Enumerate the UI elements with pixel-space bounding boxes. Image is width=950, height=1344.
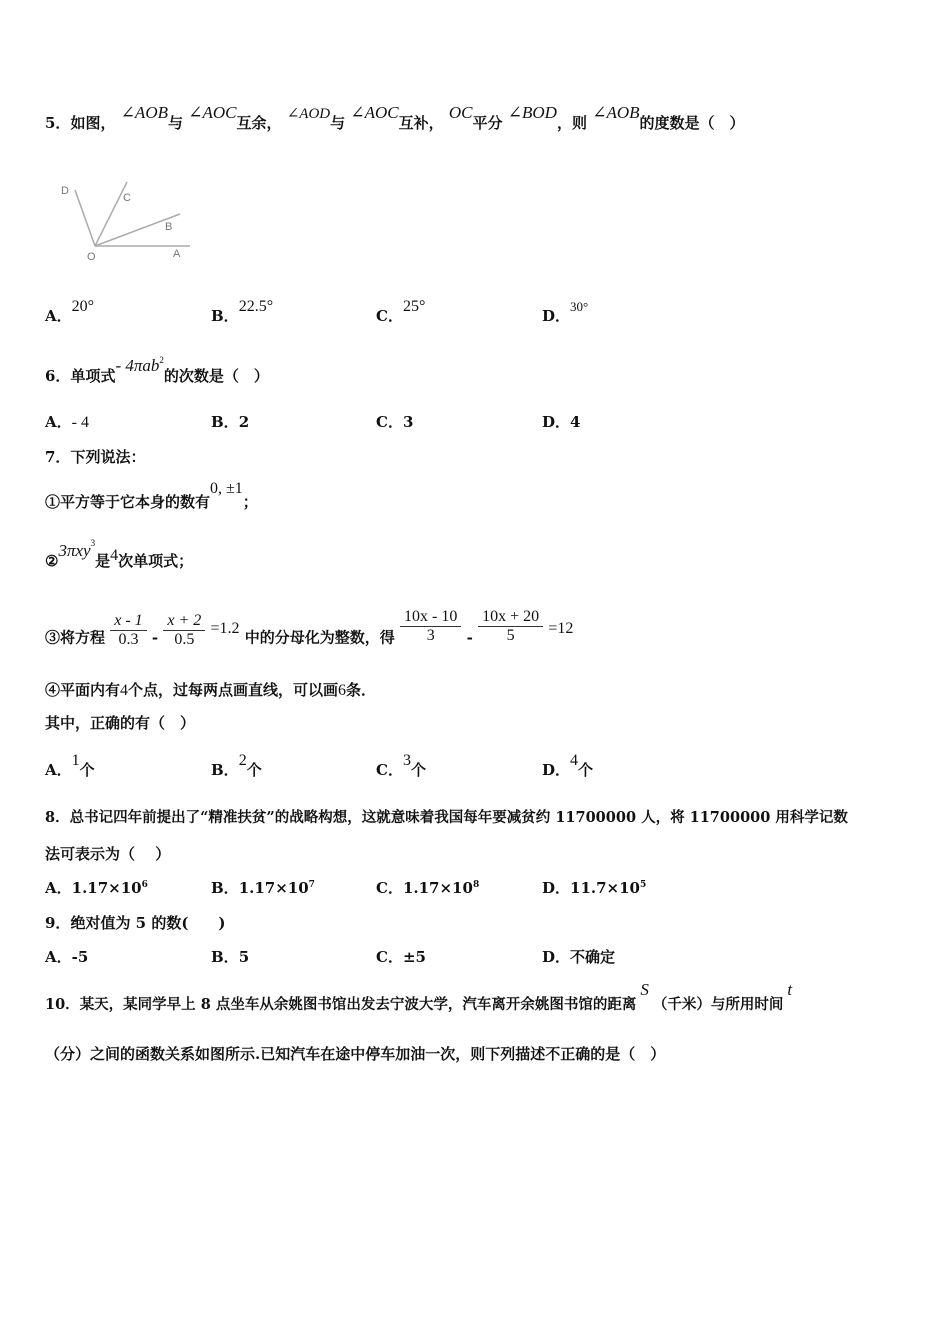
option-letter: D． xyxy=(542,413,571,431)
option-base: 11.7×10 xyxy=(570,879,640,897)
q7-statement-2 xyxy=(45,538,194,571)
option-letter: C． xyxy=(376,307,403,325)
option-letter: D． xyxy=(542,761,571,779)
q5-text-5: 互补， xyxy=(398,114,444,132)
q5-text-7: ，则 xyxy=(556,114,587,132)
option-letter: C． xyxy=(376,879,403,897)
minus-sign-1: - xyxy=(151,628,159,647)
s4-points: 4 xyxy=(120,682,129,699)
q5-stem xyxy=(45,103,745,133)
q5-angle-aoc-2: ∠AOC xyxy=(350,103,399,122)
s4-text-1: ④平面内有 xyxy=(45,681,121,699)
q5-angle-figure xyxy=(55,178,195,263)
q10-text-1: 某天，某同学早上 8 点坐车从余姚图书馆出发去宁波大学，汽车离开余姚图书馆的距离 xyxy=(79,996,637,1013)
q6-text-1: 单项式 xyxy=(70,367,116,385)
q5-text-3: 互余， xyxy=(236,114,282,132)
fraction-1 xyxy=(110,612,146,649)
option-unit: 个 xyxy=(578,761,594,779)
option-base: 1.17×10 xyxy=(238,879,309,897)
q7-question: 其中，正确的有（ ） xyxy=(45,714,196,732)
s2-exponent: 3 xyxy=(90,538,96,548)
option-base: 1.17×10 xyxy=(402,879,473,897)
q6-option-d[interactable] xyxy=(542,411,580,432)
option-value: -5 xyxy=(71,948,89,966)
option-letter: B． xyxy=(211,307,239,325)
q7-title-text: 下列说法： xyxy=(70,448,146,466)
option-exponent: 7 xyxy=(308,880,315,890)
fraction-3-denominator: 3 xyxy=(426,627,435,644)
s1-values: 0, ±1 xyxy=(210,480,243,497)
q5-angle-aob-2: ∠AOB xyxy=(592,103,640,122)
option-value: 4 xyxy=(570,413,581,431)
q9-option-b[interactable] xyxy=(211,946,249,967)
q9-stem xyxy=(45,912,226,933)
q10-stem-line-2: （分）之间的函数关系如图所示.已知汽车在途中停车加油一次，则下列描述不正确的是（ ） xyxy=(45,1045,666,1063)
q5-text-1: 如图， xyxy=(70,114,116,132)
s1-text: ①平方等于它本身的数有 xyxy=(45,493,211,511)
q9-option-a[interactable] xyxy=(45,946,88,967)
minus-sign-2: - xyxy=(466,628,473,647)
q9-option-d[interactable] xyxy=(542,946,615,967)
equals-2: =12 xyxy=(548,619,574,637)
s2-text-1: 是 xyxy=(95,552,111,570)
q8-number: 8． xyxy=(45,809,70,826)
option-letter: A． xyxy=(45,761,72,779)
q6-text-2: 的次数是（ ） xyxy=(163,367,269,385)
q6-exponent: 2 xyxy=(159,355,164,365)
label-d: D xyxy=(61,185,69,197)
fraction-4-denominator: 5 xyxy=(506,627,515,644)
s3-text-2: 中的分母化为整数，得 xyxy=(244,628,395,647)
q7-statement-1 xyxy=(45,480,258,512)
fraction-4-numerator: 10x + 20 xyxy=(478,608,543,627)
fraction-2-denominator: 0.5 xyxy=(174,631,195,648)
q6-option-c[interactable] xyxy=(376,411,413,432)
fraction-1-denominator: 0.3 xyxy=(118,631,139,648)
q8-stem-line-1 xyxy=(45,806,848,827)
q6-option-b[interactable] xyxy=(211,411,249,432)
option-letter: D． xyxy=(542,307,571,325)
s4-text-2: 个点，过每两点画直线，可以画 xyxy=(128,681,339,699)
fraction-4 xyxy=(478,608,543,645)
fraction-2-numerator: x + 2 xyxy=(163,612,205,631)
q8-stem-line-2: 法可表示为（ ） xyxy=(45,845,171,863)
q10-var-s: S xyxy=(640,980,649,999)
s2-monomial: 3πxy xyxy=(58,541,91,560)
q5-angle-bod: ∠BOD xyxy=(507,103,557,122)
s4-lines: 6 xyxy=(338,682,347,699)
q5-angle-aob: ∠AOB xyxy=(120,103,168,122)
option-letter: A． xyxy=(45,413,72,431)
q10-text-2: （千米）与所用时间 xyxy=(652,996,784,1013)
q5-option-b[interactable] xyxy=(211,298,274,326)
fraction-3-numerator: 10x - 10 xyxy=(400,608,461,627)
option-base: 1.17×10 xyxy=(71,879,142,897)
option-value: 1 xyxy=(71,752,80,769)
q6-option-a[interactable] xyxy=(45,411,89,432)
q6-monomial: - 4πab xyxy=(115,356,160,375)
label-b: B xyxy=(165,221,173,233)
option-letter: C． xyxy=(376,948,403,966)
option-letter: D． xyxy=(542,879,571,897)
option-value: 2 xyxy=(238,413,250,431)
option-letter: B． xyxy=(211,761,239,779)
q5-ray-oc: OC xyxy=(448,103,473,122)
option-value: 4 xyxy=(570,752,579,769)
q7-statement-4 xyxy=(45,679,376,700)
q7-option-d[interactable] xyxy=(542,752,594,780)
option-letter: B． xyxy=(211,413,239,431)
option-unit: 个 xyxy=(410,761,426,779)
option-letter: C． xyxy=(376,761,403,779)
q9-option-c[interactable] xyxy=(376,946,426,967)
q7-number: 7． xyxy=(45,448,71,466)
option-exponent: 8 xyxy=(472,880,480,890)
option-value: 3 xyxy=(402,752,411,769)
option-letter: B． xyxy=(211,879,239,897)
option-value: 30° xyxy=(570,299,589,314)
option-unit: 个 xyxy=(246,761,262,779)
option-unit: 个 xyxy=(79,761,95,779)
q8-option-a[interactable] xyxy=(45,877,148,898)
q8-option-c[interactable] xyxy=(376,877,479,898)
option-letter: B． xyxy=(211,948,239,966)
q9-number: 9． xyxy=(45,914,71,932)
q10-var-t: t xyxy=(787,980,793,999)
q6-number: 6． xyxy=(45,367,71,385)
ray-od xyxy=(75,190,95,246)
q5-text-4: 与 xyxy=(330,114,346,132)
option-exponent: 6 xyxy=(141,880,148,890)
q6-stem xyxy=(45,355,269,386)
q7-option-c[interactable] xyxy=(376,752,426,780)
q8-text: 总书记四年前提出了“精准扶贫”的战略构想，这就意味着我国每年要减贫约 11700000 人，将 11700000 用科学记数 xyxy=(69,809,848,826)
option-letter: D． xyxy=(542,948,571,966)
q5-text-8: 的度数是（ ） xyxy=(639,114,745,132)
option-value: 2 xyxy=(238,752,247,769)
s1-end: ； xyxy=(242,493,258,511)
option-value: 20° xyxy=(71,298,95,315)
option-value: 5 xyxy=(238,948,250,966)
label-o: O xyxy=(87,251,96,263)
q5-text-2: 与 xyxy=(167,114,183,132)
option-value: 25° xyxy=(402,298,426,315)
q9-text: 绝对值为 5 的数( ) xyxy=(70,914,226,932)
s2-text-2: 次单项式； xyxy=(118,552,194,570)
fraction-3 xyxy=(400,608,461,645)
s4-text-3: 条． xyxy=(346,681,377,699)
option-value: 22.5° xyxy=(238,298,274,315)
option-letter: A． xyxy=(45,879,72,897)
q7-option-a[interactable] xyxy=(45,752,95,780)
s2-marker: ② xyxy=(45,552,59,570)
q5-option-d[interactable] xyxy=(542,299,589,326)
option-letter: C． xyxy=(376,413,403,431)
q10-number: 10． xyxy=(45,996,80,1013)
q5-option-c[interactable] xyxy=(376,298,426,326)
option-value: - 4 xyxy=(71,414,89,431)
option-letter: A． xyxy=(45,307,72,325)
q7-statement-3 xyxy=(45,608,574,657)
option-exponent: 5 xyxy=(640,880,647,890)
q5-angle-aoc: ∠AOC xyxy=(188,103,237,122)
fraction-2 xyxy=(163,612,205,649)
q8-option-b[interactable] xyxy=(211,877,315,898)
q7-title xyxy=(45,446,145,467)
option-value: 3 xyxy=(402,413,414,431)
q10-stem-line-1 xyxy=(45,980,796,1014)
q5-number: 5． xyxy=(45,114,71,132)
option-letter: A． xyxy=(45,948,72,966)
s3-text-1: ③将方程 xyxy=(45,628,106,647)
s2-degree: 4 xyxy=(110,547,119,564)
option-value: 不确定 xyxy=(570,948,616,966)
equals-1: =1.2 xyxy=(210,619,240,637)
option-value: ±5 xyxy=(402,948,426,966)
q8-option-d[interactable] xyxy=(542,877,646,898)
q7-option-b[interactable] xyxy=(211,752,262,780)
label-c: C xyxy=(123,192,131,204)
q5-option-a[interactable] xyxy=(45,298,95,326)
q5-angle-aod: ∠AOD xyxy=(286,106,331,122)
fraction-1-numerator: x - 1 xyxy=(110,612,146,631)
q5-text-6: 平分 xyxy=(472,114,503,132)
label-a: A xyxy=(173,248,181,260)
